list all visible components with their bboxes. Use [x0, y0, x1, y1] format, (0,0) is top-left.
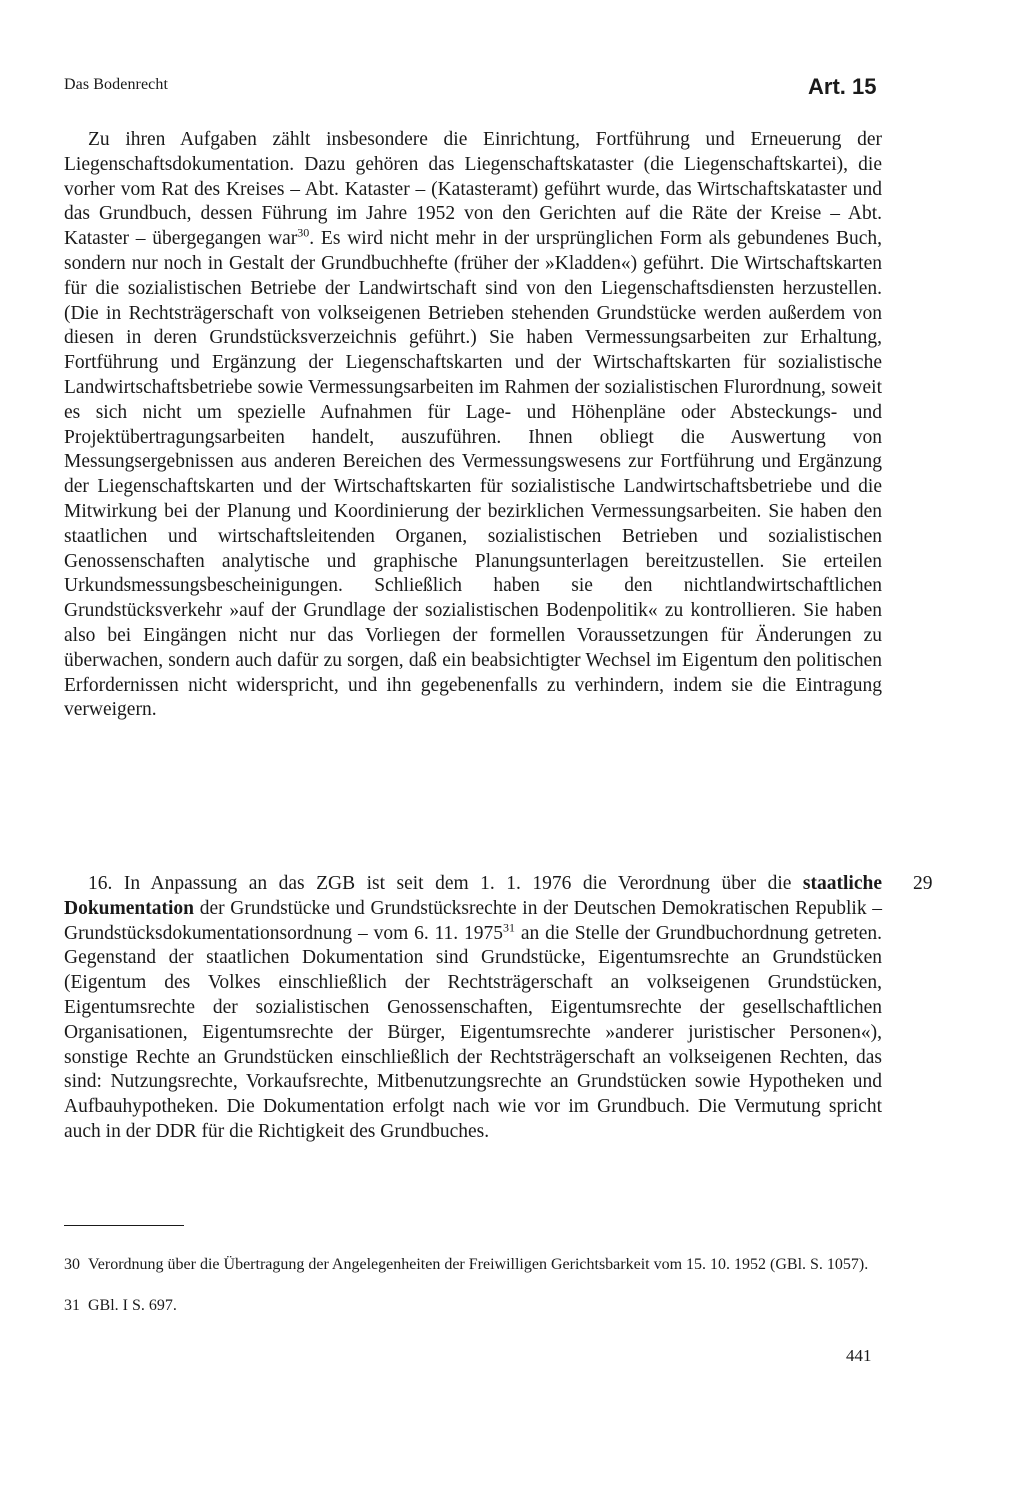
para2-bold-term: staatliche Dokumentation [64, 873, 882, 919]
footnote-ref-31[interactable]: 31 [503, 920, 516, 935]
footnote-number: 30 [64, 1256, 80, 1273]
para2-mid-text: der Grundstücke und Grundstücksrechte in der Deutschen Demokratischen Republik – Grundstücksdokumentationsordnung – vom 6. 11. 1975 [64, 897, 882, 944]
para1-continued-text: . Es wird nicht mehr in der ursprünglichen Form als gebundenes Buch, sondern nur noch in Gestalt der Grundbuchhefte (früher der »Kladden«) geführt. Die Wirtschaftskarten für die sozialistischen Betriebe der Landwirtschaft sind von den Liegenschaftsdiensten herzustellen. (Die in Rechtsträgerschaft von volkseigenen Betrieben stehenden Grundstücke werden außerdem von diesen in deren Grundstücksverzeichnis geführt.) Sie haben Vermessungsarbeiten zur Erhaltung, Fortführung und Ergänzung der Liegenschaftskarten und der Wirtschaftskarten für sozialistische Landwirtschaftsbetriebe sowie Vermessungsarbeiten im Rahmen der sozialistischen Flurordnung, soweit es sich nicht um spezielle Aufnahmen für Lage- und Höhenpläne oder Absteckungs- und Projektübertragungsarbeiten handelt, auszuführen. Ihnen obliegt die Auswertung von Messungsergebnissen aus anderen Bereichen des Vermessungswesens zur Fortführung und Ergänzung der Liegenschaftskarten und der Wirtschaftskarten für sozialistische Landwirtschaftsbetriebe und die Mitwirkung bei der Planung und Koordinierung der bezirklichen Vermessungsarbeiten. Sie haben den staatlichen und wirtschaftsleitenden Organen, sozialistischen Betrieben und sozialistischen Genossenschaften analytische und graphische Planungsunterlagen bereitzustellen. Sie erteilen Urkundsmessungsbescheinigungen. Schließlich haben sie den nichtlandwirtschaftlichen Grundstücksverkehr »auf der Grundlage der sozialistischen Bodenpolitik« zu kontrollieren. Sie haben also bei Eingängen nicht nur das Vorliegen der formellen Voraussetzungen für Änderungen zu überwachen, sondern auch dafür zu sorgen, daß ein beabsichtigter Wechsel im Eigentum den politischen Erfordernissen nicht widerspricht, und ihn gegebenenfalls zu verhindern, indem sie die Eintragung verweigern. [64, 228, 882, 721]
para1-text: Zu ihren Aufgaben zählt insbesondere die Einrichtung, Fortführung und Erneuerung der Liegenschaftsdokumentation. Dazu gehören das Liegenschaftskataster (die Liegenschaftskartei), die vorher vom Rat des Kreises – Abt. Kataster – (Katasteramt) geführt wurde, das Wirtschaftskataster und das Grundbuch, dessen Führung im Jahre 1952 von den Gerichten auf die Räte der Kreise – Abt. Kataster – übergegangen war [64, 129, 882, 250]
article-label: Art. 15 [808, 74, 877, 99]
footnote-31 [64, 1296, 882, 1316]
margin-number: 29 [913, 873, 933, 894]
para2-start-text: 16. In Anpassung an das ZGB ist seit dem 1. 1. 1976 die Verordnung über die [88, 873, 803, 894]
footnote-text: GBl. I S. 697. [88, 1297, 177, 1314]
body-paragraph-1 [64, 128, 882, 723]
footnote-text: Verordnung über die Übertragung der Angelegenheiten der Freiwilligen Gerichtsbarkeit vom 15. 10. 1952 (GBl. S. 1057). [88, 1256, 869, 1273]
footnote-30 [64, 1255, 882, 1275]
footnote-divider [64, 1225, 184, 1226]
body-paragraph-2 [64, 872, 882, 1145]
footnote-ref-30[interactable]: 30 [297, 225, 310, 240]
footnote-number: 31 [64, 1297, 80, 1314]
running-header-title: Das Bodenrecht [64, 76, 169, 93]
page-number: 441 [846, 1346, 872, 1365]
para2-end-text: an die Stelle der Grundbuchordnung getreten. Gegenstand der staatlichen Dokumentation sind Grundstücke, Eigentumsrechte an Grundstücken (Eigentum des Volkes einschließlich der Rechtsträgerschaft an volkseigenen Grundstücken, Eigentumsrechte der sozialistischen Genossenschaften, Eigentumsrechte der gesellschaftlichen Organisationen, Eigentumsrechte der Bürger, Eigentumsrechte »anderer juristischer Personen«), sonstige Rechte an Grundstücken einschließlich der Rechtsträgerschaft an volkseigenen Rechten, das sind: Nutzungsrechte, Vorkaufsrechte, Mitbenutzungsrechte an Grundstücken sowie Hypotheken und Aufbauhypotheken. Die Dokumentation erfolgt nach wie vor im Grundbuch. Die Vermutung spricht auch in der DDR für die Richtigkeit des Grundbuches. [64, 922, 882, 1142]
